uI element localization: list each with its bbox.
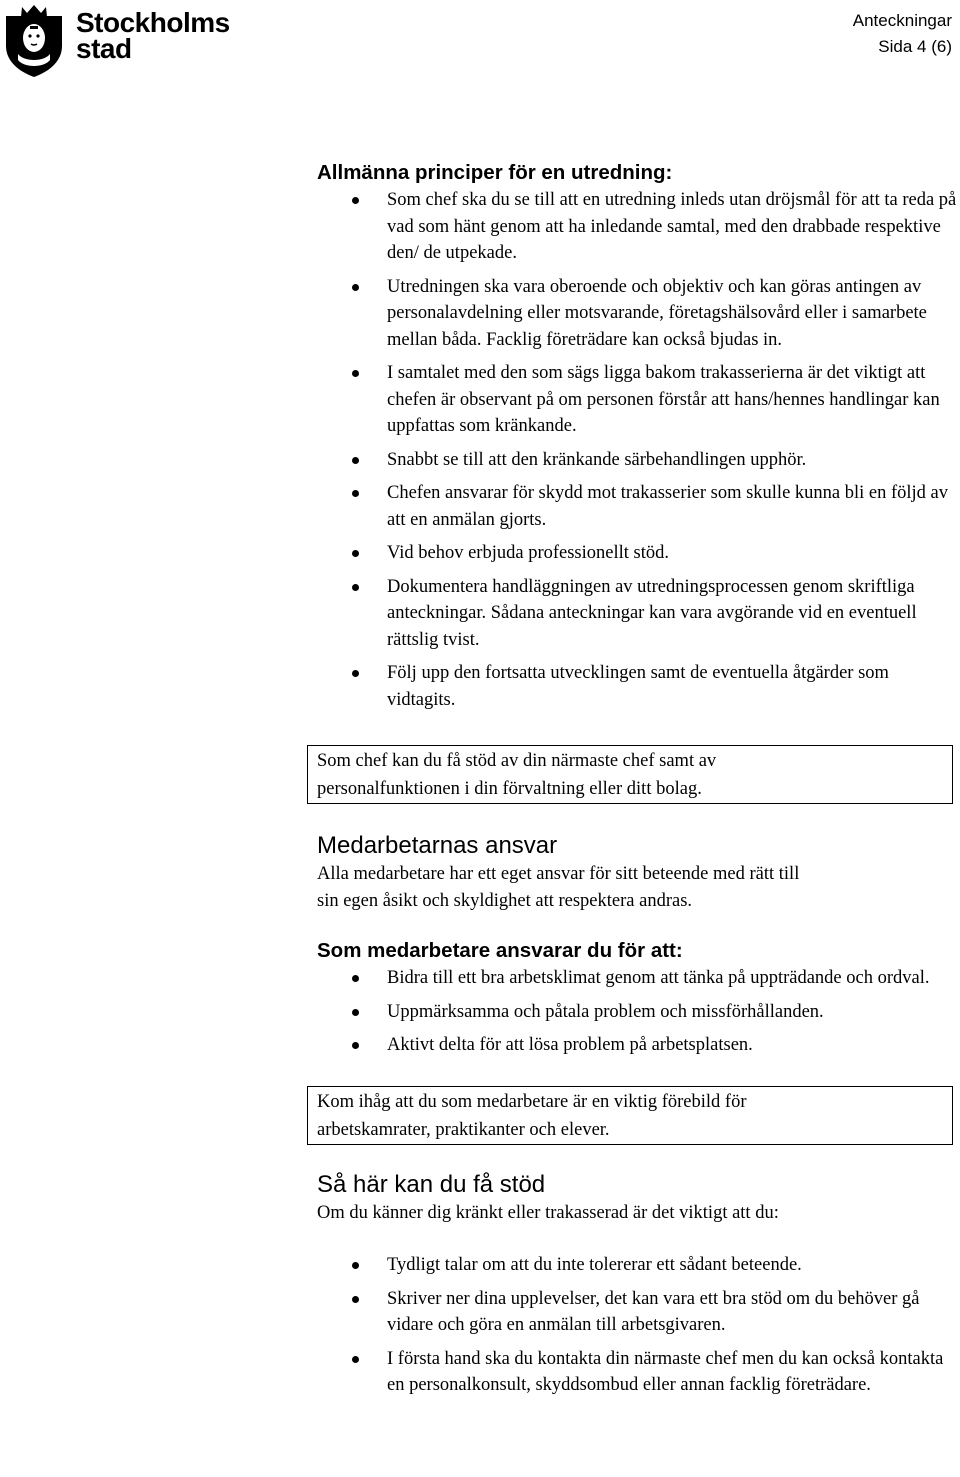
list-item: Som chef ska du se till att en utredning inleds utan dröjsmål för att ta reda på vad som hänt genom att ha inledande samtal, med den drabbade respektive den/ de utpekade.: [317, 187, 957, 267]
section-heading-principles: Allmänna principer för en utredning:: [317, 161, 673, 184]
box-line: Kom ihåg att du som medarbetare är en viktig förebild för: [317, 1091, 747, 1112]
brand-name: Stockholms: [76, 7, 230, 38]
list-item: Snabbt se till att den kränkande särbehandlingen upphör.: [317, 447, 957, 474]
list-item: Vid behov erbjuda professionellt stöd.: [317, 540, 957, 567]
list-item: Bidra till ett bra arbetsklimat genom att tänka på uppträdande och ordval.: [317, 965, 957, 992]
list-item: Skriver ner dina upplevelser, det kan vara ett bra stöd om du behöver gå vidare och göra en anmälan till arbetsgivaren.: [317, 1286, 957, 1339]
document-body: [317, 159, 957, 1399]
page-header-info: [853, 8, 952, 60]
section-heading-get-support: Så här kan du få stöd: [317, 1170, 546, 1198]
paragraph-line: sin egen åsikt och skyldighet att respektera andras.: [317, 890, 693, 911]
section-heading-employee-responsibility: Medarbetarnas ansvar: [317, 832, 558, 859]
document-type: Anteckningar: [852, 11, 952, 30]
box-line: personalfunktionen i din förvaltning eller ditt bolag.: [317, 779, 702, 799]
get-support-list: [317, 1252, 957, 1399]
section-heading-employee-duties: Som medarbetare ansvarar du för att:: [317, 939, 683, 962]
list-item: I samtalet med den som sägs ligga bakom trakasserierna är det viktigt att chefen är observant på om personen förstår att hans/hennes handlingar kan uppfattas som kränkande.: [317, 360, 957, 440]
info-box-role-model: [307, 1086, 953, 1145]
list-item: Utredningen ska vara oberoende och objektiv och kan göras antingen av personalavdelning eller motsvarande, företagshälsovård eller i samarbete mellan båda. Facklig företrädare kan också bjudas in.: [317, 274, 957, 354]
box-line: arbetskamrater, praktikanter och elever.: [317, 1119, 610, 1140]
stockholm-logo: [2, 2, 232, 78]
list-item: Uppmärksamma och påtala problem och missförhållanden.: [317, 999, 957, 1026]
list-item: I första hand ska du kontakta din närmaste chef men du kan också kontakta en personalkonsult, skyddsombud eller annan facklig företrädare.: [317, 1346, 957, 1399]
brand-name-line2: stad: [76, 33, 132, 64]
paragraph-line: Alla medarbetare har ett eget ansvar för sitt beteende med rätt till: [317, 864, 800, 884]
page-number: Sida 4 (6): [878, 37, 952, 56]
list-item: Dokumentera handläggningen av utredningsprocessen genom skriftliga anteckningar. Sådana anteckningar kan vara avgörande vid en eventuell rättslig tvist.: [317, 574, 957, 654]
box-line: Som chef kan du få stöd av din närmaste chef samt av: [317, 751, 717, 771]
paragraph-intro: Om du känner dig kränkt eller trakasserad är det viktigt att du:: [317, 1202, 779, 1223]
employee-duties-list: [317, 965, 957, 1059]
stockholm-crest-icon: [2, 2, 66, 78]
list-item: Aktivt delta för att lösa problem på arbetsplatsen.: [317, 1032, 957, 1059]
list-item: Följ upp den fortsatta utvecklingen samt de eventuella åtgärder som vidtagits.: [317, 660, 957, 713]
principles-list: [317, 187, 957, 713]
list-item: Chefen ansvarar för skydd mot trakasserier som skulle kunna bli en följd av att en anmälan gjorts.: [317, 480, 957, 533]
list-item: Tydligt talar om att du inte tolererar ett sådant beteende.: [317, 1252, 957, 1279]
info-box-manager-support: [307, 745, 953, 804]
